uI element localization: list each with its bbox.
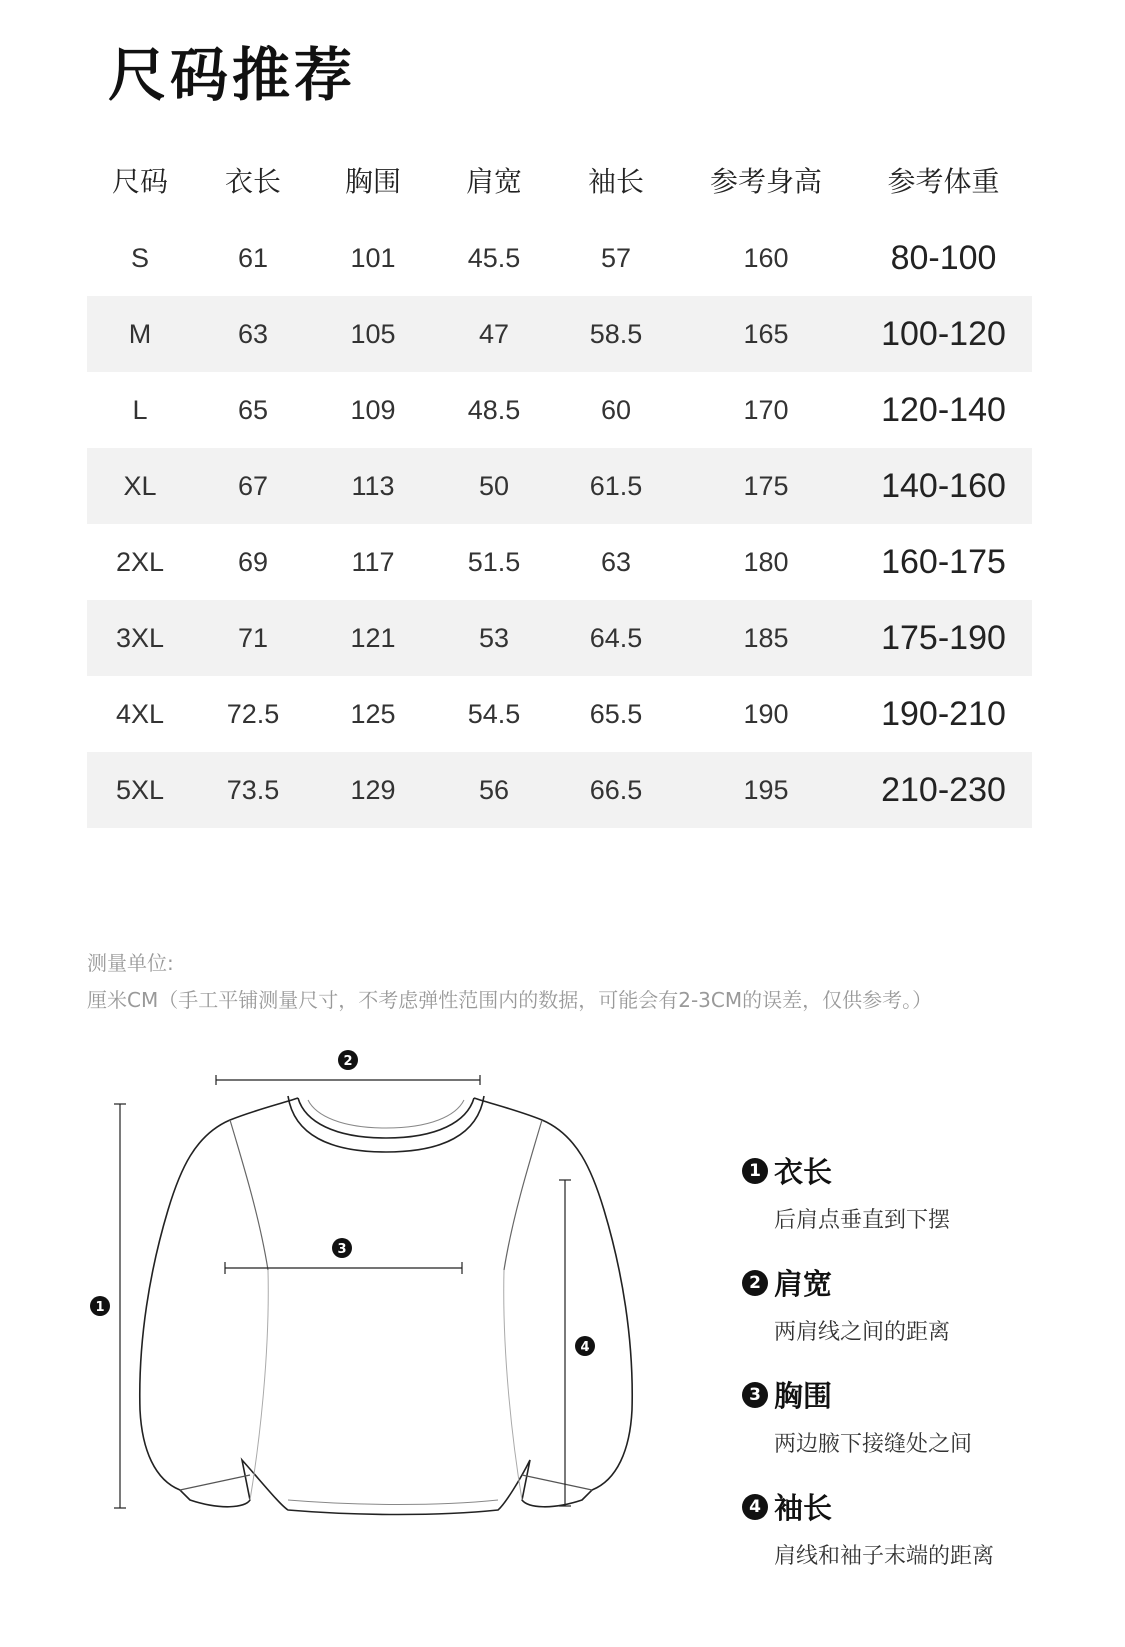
cell-shoulder: 51.5 [467, 546, 521, 577]
cell-length: 67 [237, 470, 269, 501]
cell-height: 185 [743, 622, 789, 653]
header-size: 尺码 [111, 165, 168, 198]
cell-weight: 80-100 [890, 238, 997, 277]
marker-4 [575, 1336, 595, 1356]
legend-item-length [742, 1150, 1102, 1234]
cell-height: 160 [743, 242, 789, 273]
table-row [87, 752, 1032, 828]
cell-chest: 117 [351, 546, 395, 577]
cell-weight: 160-175 [881, 542, 1006, 581]
cell-sleeve: 57 [600, 242, 632, 273]
cell-length: 73.5 [226, 774, 280, 805]
legend-title: 胸围 [774, 1379, 833, 1413]
cell-sleeve: 58.5 [589, 318, 643, 349]
legend-item-shoulder [742, 1262, 1102, 1346]
table-header-row [87, 140, 1032, 220]
legend-title: 肩宽 [774, 1267, 833, 1301]
cell-weight: 120-140 [881, 390, 1006, 429]
cell-sleeve: 63 [600, 546, 632, 577]
cell-weight: 210-230 [881, 770, 1006, 809]
sweater-diagram [80, 1054, 640, 1540]
cell-height: 170 [743, 394, 789, 425]
header-sleeve: 袖长 [587, 165, 644, 198]
cell-chest: 109 [350, 394, 396, 425]
cell-chest: 101 [350, 242, 396, 273]
cell-size: 5XL [115, 774, 165, 805]
cell-chest: 121 [350, 622, 396, 653]
cell-shoulder: 54.5 [467, 698, 521, 729]
cell-chest: 125 [350, 698, 396, 729]
cell-length: 69 [237, 546, 269, 577]
cell-size: 2XL [115, 546, 165, 577]
cell-length: 63 [237, 318, 269, 349]
table-row [87, 676, 1032, 752]
cell-sleeve: 66.5 [589, 774, 643, 805]
cell-size: 4XL [115, 698, 165, 729]
table-row [87, 600, 1032, 676]
svg-text:4: 4 [580, 1340, 590, 1355]
legend-description: 两边腋下接缝处之间 [774, 1432, 973, 1457]
cell-height: 180 [743, 546, 789, 577]
legend-item-sleeve [742, 1486, 1102, 1570]
legend-title: 袖长 [774, 1491, 833, 1525]
cell-size: 3XL [115, 622, 165, 653]
table-row [87, 372, 1032, 448]
legend-description: 后肩点垂直到下摆 [774, 1208, 951, 1233]
cell-shoulder: 47 [478, 318, 510, 349]
svg-text:3: 3 [337, 1242, 347, 1257]
cell-shoulder: 48.5 [467, 394, 521, 425]
cell-length: 65 [237, 394, 269, 425]
cell-chest: 105 [350, 318, 396, 349]
cell-size: L [132, 394, 148, 425]
measurement-note [87, 945, 932, 1019]
header-height: 参考身高 [709, 165, 822, 198]
cell-shoulder: 50 [478, 470, 510, 501]
table-row [87, 448, 1032, 524]
legend-number-badge: 1 [742, 1158, 768, 1184]
svg-text:2: 2 [343, 1054, 353, 1069]
header-chest: 胸围 [344, 165, 401, 198]
legend-number-badge: 2 [742, 1270, 768, 1296]
cell-size: S [130, 242, 149, 273]
legend-description: 肩线和袖子末端的距离 [774, 1544, 995, 1569]
page-title: 尺码推荐 [108, 41, 357, 109]
cell-shoulder: 45.5 [467, 242, 521, 273]
cell-size: M [128, 318, 152, 349]
cell-height: 190 [743, 698, 789, 729]
marker-3 [332, 1238, 352, 1258]
legend-number-badge: 4 [742, 1494, 768, 1520]
table-body [87, 220, 1032, 828]
cell-length: 72.5 [226, 698, 280, 729]
cell-chest: 113 [351, 470, 395, 501]
cell-sleeve: 64.5 [589, 622, 643, 653]
cell-height: 165 [743, 318, 789, 349]
svg-text:1: 1 [95, 1300, 105, 1315]
cell-shoulder: 56 [478, 774, 510, 805]
table-row [87, 524, 1032, 600]
cell-height: 175 [743, 470, 789, 501]
legend-item-chest [742, 1374, 1102, 1458]
cell-weight: 140-160 [881, 466, 1006, 505]
cell-chest: 129 [350, 774, 396, 805]
legend-title: 衣长 [774, 1155, 833, 1189]
cell-weight: 175-190 [881, 618, 1006, 657]
size-table [87, 140, 1032, 828]
cell-sleeve: 61.5 [589, 470, 643, 501]
cell-weight: 100-120 [881, 314, 1006, 353]
marker-2 [338, 1050, 358, 1070]
measurement-legend [742, 1150, 1102, 1598]
cell-weight: 190-210 [881, 694, 1006, 733]
cell-height: 195 [743, 774, 789, 805]
header-length: 衣长 [224, 165, 281, 198]
header-shoulder: 肩宽 [465, 165, 522, 198]
note-unit-label: 测量单位: [87, 951, 174, 975]
cell-sleeve: 60 [600, 394, 632, 425]
header-weight: 参考体重 [887, 165, 1000, 198]
cell-length: 71 [237, 622, 269, 653]
cell-size: XL [123, 470, 157, 501]
cell-length: 61 [237, 242, 269, 273]
cell-sleeve: 65.5 [589, 698, 643, 729]
cell-shoulder: 53 [478, 622, 510, 653]
legend-description: 两肩线之间的距离 [774, 1320, 951, 1345]
note-unit-detail: 厘米CM（手工平铺测量尺寸，不考虑弹性范围内的数据，可能会有2-3CM的误差，仅供参考。） [87, 988, 933, 1012]
table-row [87, 220, 1032, 296]
legend-number-badge: 3 [742, 1382, 768, 1408]
table-row [87, 296, 1032, 372]
marker-1 [90, 1296, 110, 1316]
